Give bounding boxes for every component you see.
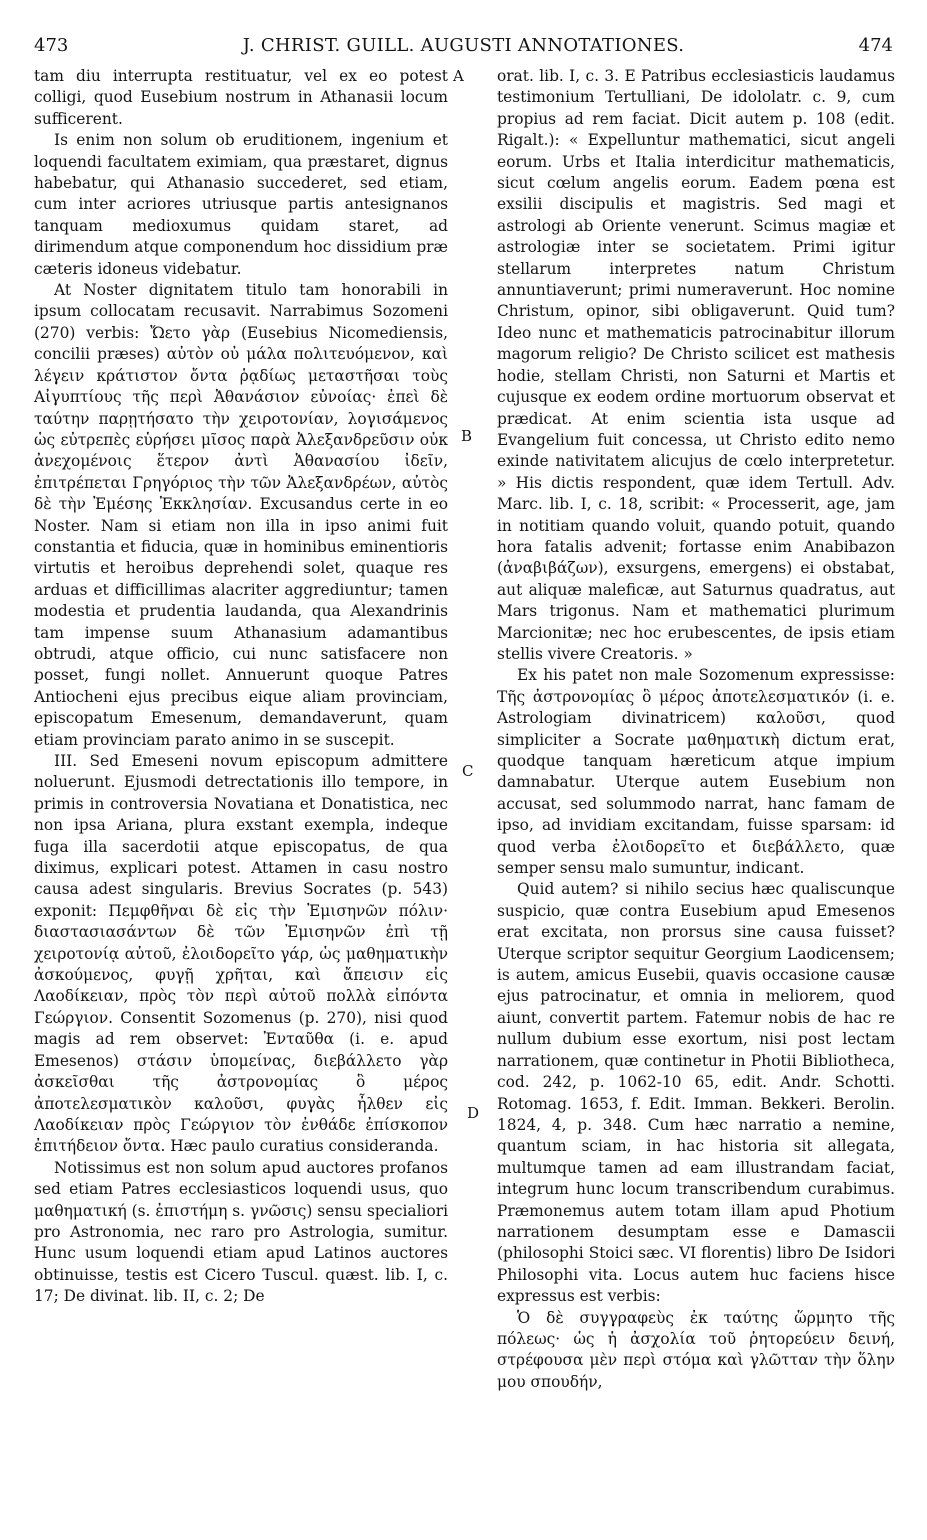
margin-letter-d: D [467, 1104, 480, 1122]
paragraph: Ὁ δὲ συγγραφεὺς ἐκ ταύτης ὥρμητο τῆς πόλεως· ὡς ἡ ἀσχολία τοῦ ῥητορεύειν δεινή, στρέφουσα μὲν περὶ στόμα καὶ γλῶτταν τὴν ὅλην μου σπουδήν, [497, 1308, 895, 1391]
margin-letter-b: B [461, 427, 473, 445]
margin-letter-a: A [453, 67, 464, 85]
running-header [0, 0, 927, 54]
right-column [497, 66, 895, 1393]
paragraph: orat. lib. I, c. 3. E Patribus ecclesiasticis laudamus testimonium Tertulliani, De idololatr. c. 9, cum propius ad rem faciat. Dicit autem p. 108 (edit. Rigalt.): « Expelluntur mathematici, sicut angeli eorum. Urbs et Italia interdicitur mathematicis, sicut cœlum angelis eorum. Eadem pœna est exsilii discipulis et magistris. Sed magi et astrologi ab Oriente venerunt. Scimus magiæ et astrologiæ inter se societatem. Primi igitur stellarum interpretes natum Christum annuntiaverunt; primi numeraverunt. Hoc nomine Christum, opinor, sibi obligaverunt. Quid tum? Ideo nunc et mathematicis patrocinabitur illorum magorum religio? De Christo scilicet est mathesis hodie, stellam Christi, non Saturni et Martis et cujusque ex eodem ordine mortuorum observat et prædicat. At enim scientia ista usque ad Evangelium fuit concessa, ut Christo edito nemo exinde nativitatem alicujus de cœlo interpretetur. » His dictis respondent, quæ idem Tertull. Adv. Marc. lib. I, c. 18, scribit: « Processerit, age, jam in notitiam quando voluit, quando potuit, quando hora fatalis advenit; fortasse enim Anabibazon (ἀναβιβάζων), exsurgens, emergens) ei obstabat, aut aliquæ maleficæ, aut Saturnus quadratus, aut Mars trigonus. Nam et mathematici plurimum Marcionitæ; nec hoc erubescentes, de ipsis etiam stellis vivere Creatoris. » [497, 67, 895, 663]
paragraph: Quid autem? si nihilo secius hæc qualiscunque suspicio, quæ contra Eusebium apud Emesenos erat excitata, non prorsus sine causa fuisset? Uterque scriptor sequitur Georgium Laodicensem; is autem, amicus Eusebii, quavis occasione causæ ejus patrocinatur, et omnia in meliorem, quod aiunt, convertit partem. Fatemur nobis de hac re nullum dubium esse exortum, nisi post lectam narrationem, quæ continetur in Photii Bibliotheca, cod. 242, p. 1062-10 65, edit. Andr. Schotti. Rotomag. 1653, f. Edit. Imman. Bekkeri. Berolin. 1824, 4, p. 348. Cum hæc narratio a nemine, quantum sciam, in hac historia sit allegata, multumque tamen ad eam illustrandam faciat, integrum hunc locum transcribendum curabimus. Præmonemus autem totam illam apud Photium narrationem desumptam esse e Damascii (philosophi Stoici sæc. VI florentis) libro De Isidori Philosophi vita. Locus autem huc faciens hisce expressus est verbis: [497, 880, 895, 1306]
paragraph: Ex his patet non male Sozomenum expressisse: Τῆς ἀστρονομίας ὃ μέρος ἀποτελεσματικόν (i. e. Astrologiam divinatricem) καλοῦσι, quod simpliciter a Socrate μαθηματικὴ dictum erat, quodque tanquam hæreticum atque impium damnabatur. Uterque autem Eusebium non accusat, sed solummodo narrat, hanc famam de ipso, ad invidiam excitandam, fuisse sparsam: id quod verba ἐλοιδορεῖτο et διεβάλλετο, quæ semper sensu malo sumuntur, indicant. [497, 666, 895, 878]
paragraph: tam diu interrupta restituatur, vel ex eo potest colligi, quod Eusebium nostrum in Athanasii locum sufficerent. [34, 67, 448, 128]
paragraph: At Noster dignitatem titulo tam honorabili in ipsum collocatam recusavit. Narrabimus Sozomeni (270) verbis: Ὤετο γὰρ (Eusebius Nicomediensis, concilii præses) αὐτὸν οὐ μάλα πολιτευόμενον, καὶ λέγειν κράτιστον ὄντα ῥᾳδίως μεταστῆσαι τοὺς Αἰγυπτίους τῆς περὶ Ἀθανάσιον εὐνοίας· ἐπεὶ δὲ ταύτην παρῃτήσατο τὴν χειροτονίαν, λογισάμενος ὡς εὐτρεπὲς εὑρήσει μῖσος παρὰ Ἀλεξανδρεῦσιν οὐκ ἀνεχομένοις ἕτερον ἀντὶ Ἀθανασίου ἰδεῖν, ἐπιτρέπεται Γρηγόριος τὴν τῶν Ἀλεξανδρέων, αὐτὸς δὲ τὴν Ἐμέσης Ἐκκλησίαν. Excusandus certe in eo Noster. Nam si etiam non illa in ipso animi fuit constantia et fiducia, quæ in hominibus eminentioris virtutis et heroibus deprehendi solet, quaque res arduas et difficillimas alacriter aggrediuntur; tamen modestia et prudentia laudanda, qua Alexandrinis tam impense suum Athanasium adamantibus obtrudi, atque officio, cui nunc satisfacere non posset, fungi nollet. Annuerunt quoque Patres Antiocheni ejus precibus eique aliam provinciam, episcopatum Emesenum, demandaverunt, quam etiam provinciam parato animo in se suscepit. [34, 281, 448, 749]
paragraph: Is enim non solum ob eruditionem, ingenium et loquendi facultatem eximiam, qua præstaret, dignus habebatur, qui Athanasio succederet, sed etiam, cum inter acriores utriusque partis antesignanos tanquam medioxumus quidam staret, ad dirimendum atque componendum hoc dissidium præ cæteris idoneus videbatur. [34, 131, 448, 278]
paragraph: Notissimus est non solum apud auctores profanos sed etiam Patres ecclesiasticos loquendi usus, quo μαθηματική (s. ἐπιστήμη s. γνῶσις) sensu specialiori pro Astronomia, nec raro pro Astrologia, sumitur. Hunc usum loquendi etiam apud Latinos auctores obtinuisse, testis est Cicero Tuscul. quæst. lib. I, c. 17; De divinat. lib. II, c. 2; De [34, 1158, 448, 1306]
paragraph: III. Sed Emeseni novum episcopum admittere noluerunt. Ejusmodi detrectationis illo tempore, in primis in controversia Novatiana et Donatistica, nec non ipsa Ariana, plura exstant exempla, indeque fuga illa sacerdotii atque episcopatus, de qua diximus, explicari potest. Attamen in casu nostro causa adest singularis. Brevius Socrates (p. 543) exponit: Πεμφθῆναι δὲ εἰς τὴν Ἐμισηνῶν πόλιν· διαστασιασάντων δὲ τῶν Ἐμισηνῶν ἐπὶ τῇ χειροτονίᾳ αὐτοῦ, ἐλοιδορεῖτο γάρ, ὡς μαθηματικὴν ἀσκούμενος, φυγῇ χρῆται, καὶ ἄπεισιν εἰς Λαοδίκειαν, πρὸς τὸν περὶ αὐτοῦ πολλὰ εἰπόντα Γεώργιον. Consentit Sozomenus (p. 270), nisi quod magis ad rem observet: Ἐνταῦθα (i. e. apud Emesenos) στάσιν ὑπομείνας, διεβάλλετο γὰρ ἀσκεῖσθαι τῆς ἀστρονομίας ὃ μέρος ἀποτελεσματικὸν καλοῦσι, φυγὰς ἦλθεν εἰς Λαοδίκειαν πρὸς Γεώργιον τὸν ἐνθάδε ἐπίσκοπον ἐπιτήδειον ὄντα. Hæc paulo curatius consideranda. [34, 752, 448, 1156]
left-column [34, 66, 448, 1308]
page-number-right: 474 [858, 35, 893, 56]
margin-letter-c: C [462, 762, 474, 780]
running-title: J. CHRIST. GUILL. AUGUSTI ANNOTATIONES. [242, 35, 685, 56]
page-number-left: 473 [34, 35, 69, 56]
